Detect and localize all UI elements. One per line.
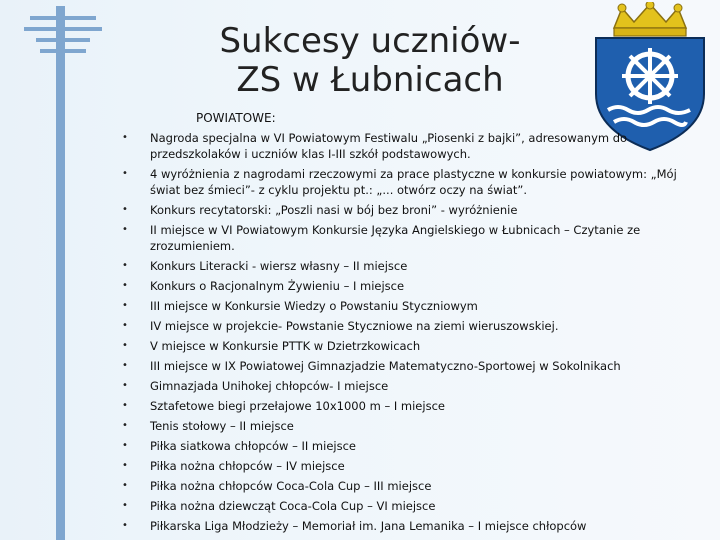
list-item: • Piłka nożna chłopców Coca-Cola Cup – III miejsce	[150, 478, 710, 494]
page-title	[170, 22, 570, 100]
decorative-horizontal-line	[40, 49, 86, 53]
list-item: • Konkurs o Racjonalnym Żywieniu – I miejsce	[150, 278, 710, 294]
title-line-2: ZS w Łubnicach	[236, 60, 504, 100]
list-item: • Nagroda specjalna w VI Powiatowym Festiwalu „Piosenki z bajki”, adresowanym do przedszkolaków i uczniów klas I-III szkół podstawowych.	[150, 130, 710, 162]
list-item: • Sztafetowe biegi przełajowe 10x1000 m – I miejsce	[150, 398, 710, 414]
decorative-horizontal-line	[24, 27, 102, 31]
list-item: • Tenis stołowy – II miejsce	[150, 418, 710, 434]
section-heading: POWIATOWE:	[196, 111, 276, 125]
list-item: • Piłka nożna dziewcząt Coca-Cola Cup – VI miejsce	[150, 498, 710, 514]
list-item: • Piłka nożna chłopców – IV miejsce	[150, 458, 710, 474]
list-item: • III miejsce w Konkursie Wiedzy o Powstaniu Styczniowym	[150, 298, 710, 314]
list-item: • V miejsce w Konkursie PTTK w Dzietrzkowicach	[150, 338, 710, 354]
list-item: • II miejsce w VI Powiatowym Konkursie Języka Angielskiego w Łubnicach – Czytanie ze zrozumieniem.	[150, 222, 710, 254]
list-item: • Konkurs Literacki - wiersz własny – II miejsce	[150, 258, 710, 274]
list-item: • III miejsce w IX Powiatowej Gimnazjadzie Matematyczno-Sportowej w Sokolnikach	[150, 358, 710, 374]
list-item: • Piłka siatkowa chłopców – II miejsce	[150, 438, 710, 454]
decorative-horizontal-line	[30, 16, 96, 20]
achievements-list	[150, 130, 710, 538]
decorative-horizontal-line	[36, 38, 90, 42]
list-item: • IV miejsce w projekcie- Powstanie Styczniowe na ziemi wieruszowskiej.	[150, 318, 710, 334]
list-item: • 4 wyróżnienia z nagrodami rzeczowymi za prace plastyczne w konkursie powiatowym: „Mój świat bez śmieci”- z cyklu projektu pt.: „... otwórz oczy na świat”.	[150, 166, 710, 198]
list-item: • Piłkarska Liga Młodzieży – Memoriał im. Jana Lemanika – I miejsce chłopców	[150, 518, 710, 534]
title-line-1: Sukcesy uczniów-	[219, 21, 521, 61]
decorative-vertical-bar	[56, 6, 65, 540]
list-item: • Konkurs recytatorski: „Poszli nasi w bój bez broni” - wyróżnienie	[150, 202, 710, 218]
list-item: • Gimnazjada Unihokej chłopców- I miejsce	[150, 378, 710, 394]
